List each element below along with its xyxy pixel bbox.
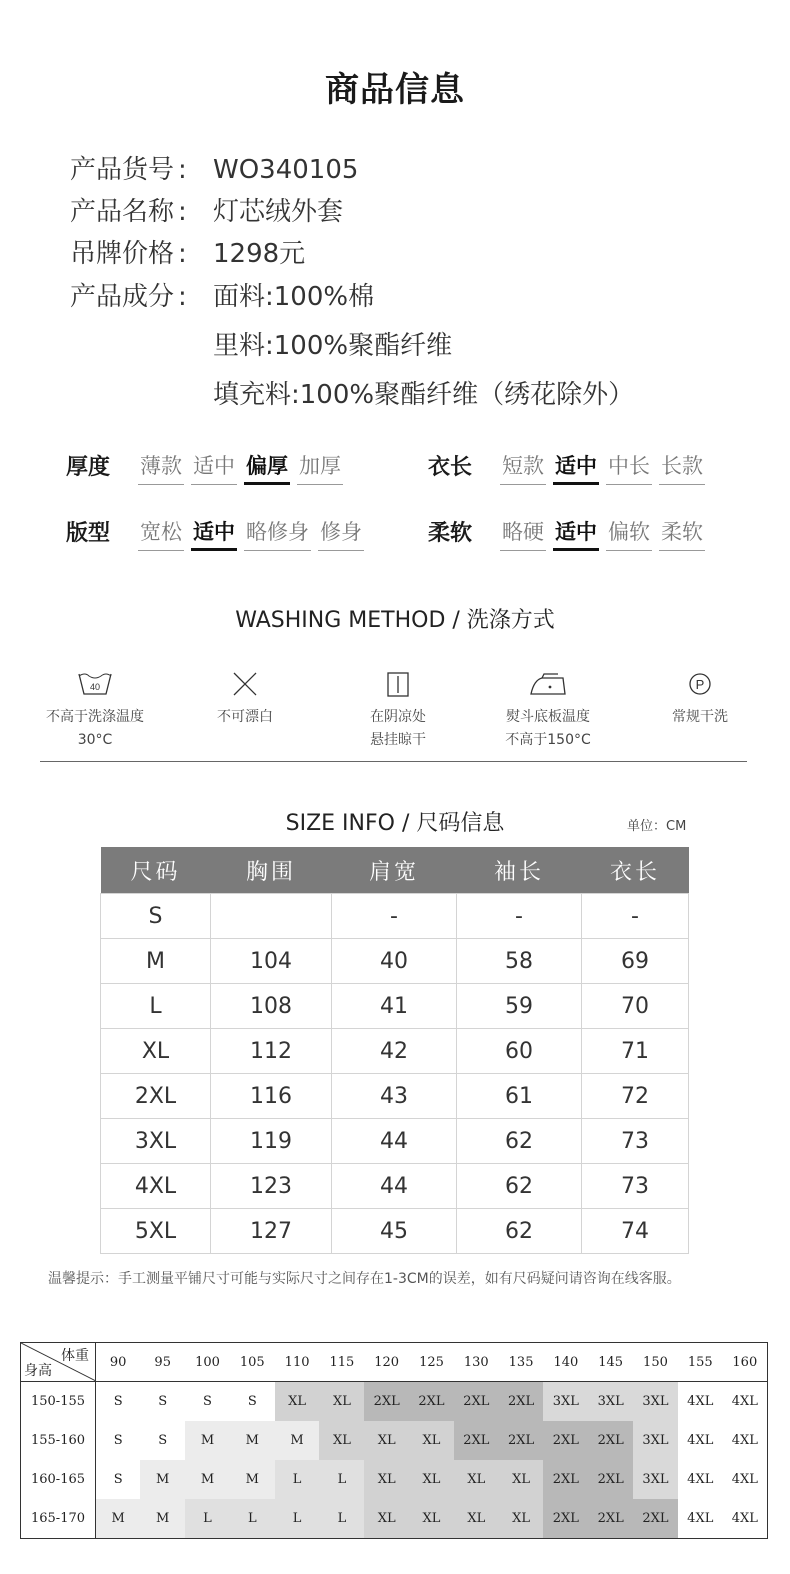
sku-value: WO340105 xyxy=(213,155,359,185)
washing-title: WASHING METHOD / 洗涤方式 xyxy=(235,608,555,633)
fit-size-cell: L xyxy=(319,1460,364,1499)
fit-size-cell: 2XL xyxy=(364,1382,409,1422)
fit-size-cell: 2XL xyxy=(543,1460,588,1499)
size-cell-value: 72 xyxy=(582,1074,689,1119)
fit-size-cell: 3XL xyxy=(543,1382,588,1422)
fit-size-cell: XL xyxy=(409,1421,454,1460)
fit-chart xyxy=(20,1342,768,1539)
size-cell-value: 43 xyxy=(332,1074,457,1119)
option-regular-selected: 适中 xyxy=(553,450,599,485)
dry-clean-p-icon xyxy=(680,668,720,700)
fit-size-cell: 4XL xyxy=(678,1421,723,1460)
fit-size-cell: XL xyxy=(319,1421,364,1460)
wash-item-hang-dry xyxy=(318,668,478,752)
size-cell-label: M xyxy=(101,939,211,984)
fit-size-cell: 4XL xyxy=(678,1499,723,1539)
size-cell-value: 60 xyxy=(457,1029,582,1074)
price-label: 吊牌价格 xyxy=(70,239,175,269)
size-cell-value: 59 xyxy=(457,984,582,1029)
fit-weight-header: 100 xyxy=(185,1343,230,1382)
size-row xyxy=(101,1074,689,1119)
fit-row xyxy=(21,1421,768,1460)
size-row xyxy=(101,1119,689,1164)
option-thickish-selected: 偏厚 xyxy=(244,450,290,485)
fit-size-cell: M xyxy=(185,1421,230,1460)
name-value: 灯芯绒外套 xyxy=(213,197,344,227)
attr-fit xyxy=(66,516,386,550)
fit-size-cell: 3XL xyxy=(633,1421,678,1460)
size-table-header xyxy=(101,847,689,894)
fit-size-cell: 3XL xyxy=(633,1460,678,1499)
fit-size-cell: L xyxy=(275,1460,320,1499)
fit-weight-header: 125 xyxy=(409,1343,454,1382)
attr-fit-name: 版型 xyxy=(66,521,111,546)
fit-weight-header: 150 xyxy=(633,1343,678,1382)
fit-size-cell: XL xyxy=(275,1382,320,1422)
fit-size-cell: S xyxy=(140,1382,185,1422)
option-regular-fit-selected: 适中 xyxy=(191,516,237,551)
fit-weight-header: 140 xyxy=(543,1343,588,1382)
wash-item-temperature-line2: 30°C xyxy=(77,732,113,748)
size-cell-value: 116 xyxy=(211,1074,332,1119)
wash-item-iron-line2: 不高于150°C xyxy=(505,732,591,748)
fit-size-cell: 2XL xyxy=(499,1421,544,1460)
size-cell-value: 127 xyxy=(211,1209,332,1254)
wash-item-hang-dry-line2: 悬挂晾干 xyxy=(370,732,426,748)
option-long: 长款 xyxy=(659,450,705,485)
page-title: 商品信息 xyxy=(325,70,465,110)
dry-clean-letter: P xyxy=(695,677,705,692)
option-slim: 修身 xyxy=(318,516,364,551)
attr-softness xyxy=(428,516,748,550)
sku-label: 产品货号 xyxy=(70,155,175,185)
fit-size-cell: XL xyxy=(319,1382,364,1422)
fit-size-cell: L xyxy=(319,1499,364,1539)
fit-size-cell: M xyxy=(230,1421,275,1460)
composition-shell: 面料:100%棉 xyxy=(213,282,375,312)
size-cell-value: 62 xyxy=(457,1164,582,1209)
attr-thickness-options xyxy=(138,450,350,485)
fit-size-cell: M xyxy=(230,1460,275,1499)
size-cell-value: 73 xyxy=(582,1164,689,1209)
size-cell-value xyxy=(211,894,332,939)
fit-size-cell: S xyxy=(96,1421,141,1460)
attr-thickness-name: 厚度 xyxy=(66,455,111,480)
fit-size-cell: 2XL xyxy=(588,1421,633,1460)
composition-lining: 里料:100%聚酯纤维 xyxy=(213,331,453,361)
fit-row xyxy=(21,1499,768,1539)
iron-icon xyxy=(528,668,568,700)
fit-size-cell: 3XL xyxy=(588,1382,633,1422)
fit-size-cell: 4XL xyxy=(723,1382,768,1422)
size-info-title: SIZE INFO / 尺码信息 xyxy=(285,811,505,836)
fit-size-cell: M xyxy=(140,1460,185,1499)
fit-size-cell: S xyxy=(230,1382,275,1422)
size-unit: 单位：CM xyxy=(627,819,687,834)
size-cell-value: 70 xyxy=(582,984,689,1029)
fit-size-cell: S xyxy=(185,1382,230,1422)
size-header-chest: 胸围 xyxy=(211,847,332,894)
size-cell-label: L xyxy=(101,984,211,1029)
size-cell-value: 58 xyxy=(457,939,582,984)
size-cell-value: 62 xyxy=(457,1119,582,1164)
fit-size-cell: 2XL xyxy=(454,1421,499,1460)
size-header-length: 衣长 xyxy=(582,847,689,894)
composition-filling: 填充料:100%聚酯纤维（绣花除外） xyxy=(213,380,635,410)
attr-length-options xyxy=(500,450,712,485)
option-loose: 宽松 xyxy=(138,516,184,551)
size-cell-value: 45 xyxy=(332,1209,457,1254)
fit-size-cell: XL xyxy=(409,1460,454,1499)
fit-size-cell: 2XL xyxy=(543,1499,588,1539)
size-cell-value: - xyxy=(457,894,582,939)
composition-colon: : xyxy=(178,282,187,312)
attr-softness-options xyxy=(500,516,712,551)
wash-tub-40-icon xyxy=(75,668,115,700)
washing-icons xyxy=(0,668,790,758)
size-cell-value: 108 xyxy=(211,984,332,1029)
size-cell-value: - xyxy=(332,894,457,939)
fit-size-cell: 2XL xyxy=(409,1382,454,1422)
fit-height-label: 165-170 xyxy=(21,1499,96,1539)
fit-size-cell: L xyxy=(275,1499,320,1539)
size-cell-label: XL xyxy=(101,1029,211,1074)
fit-size-cell: XL xyxy=(364,1460,409,1499)
wash-item-iron xyxy=(468,668,628,752)
fit-height-label: 155-160 xyxy=(21,1421,96,1460)
price-value: 1298元 xyxy=(213,239,306,269)
option-semi-slim: 略修身 xyxy=(244,516,311,551)
option-moderate-selected: 适中 xyxy=(553,516,599,551)
corner-height-label: 身高 xyxy=(24,1363,52,1379)
fit-size-cell: 4XL xyxy=(678,1460,723,1499)
sku-colon: : xyxy=(178,155,187,185)
fit-chart-header xyxy=(21,1343,768,1382)
size-row xyxy=(101,1209,689,1254)
fit-weight-header: 135 xyxy=(499,1343,544,1382)
size-cell-label: 3XL xyxy=(101,1119,211,1164)
wash-tub-temp-text: 40 xyxy=(89,682,101,692)
size-cell-label: S xyxy=(101,894,211,939)
wash-item-no-bleach xyxy=(165,668,325,729)
attr-length-name: 衣长 xyxy=(428,455,473,480)
fit-weight-header: 115 xyxy=(319,1343,364,1382)
no-bleach-icon xyxy=(225,668,265,700)
wash-item-dry-clean-line1: 常规干洗 xyxy=(672,709,728,725)
wash-item-hang-dry-line1: 在阴凉处 xyxy=(370,709,426,725)
fit-size-cell: M xyxy=(96,1499,141,1539)
wash-item-no-bleach-line1: 不可漂白 xyxy=(217,709,273,725)
size-cell-value: 62 xyxy=(457,1209,582,1254)
size-cell-value: - xyxy=(582,894,689,939)
size-cell-value: 42 xyxy=(332,1029,457,1074)
fit-size-cell: XL xyxy=(364,1499,409,1539)
fit-row xyxy=(21,1382,768,1422)
size-cell-value: 119 xyxy=(211,1119,332,1164)
fit-size-cell: XL xyxy=(454,1460,499,1499)
fit-size-cell: M xyxy=(185,1460,230,1499)
fit-size-cell: 2XL xyxy=(499,1382,544,1422)
wash-item-temperature-line1: 不高于洗涤温度 xyxy=(46,709,144,725)
name-label: 产品名称 xyxy=(70,197,175,227)
size-row xyxy=(101,894,689,939)
fit-weight-header: 95 xyxy=(140,1343,185,1382)
attr-fit-options xyxy=(138,516,371,551)
attr-length xyxy=(428,450,748,484)
hang-dry-icon xyxy=(378,668,418,700)
fit-size-cell: 2XL xyxy=(588,1460,633,1499)
fit-weight-header: 110 xyxy=(275,1343,320,1382)
option-softish: 偏软 xyxy=(606,516,652,551)
size-cell-label: 4XL xyxy=(101,1164,211,1209)
size-cell-value: 71 xyxy=(582,1029,689,1074)
size-cell-value: 104 xyxy=(211,939,332,984)
fit-size-cell: 4XL xyxy=(723,1499,768,1539)
fit-size-cell: 2XL xyxy=(454,1382,499,1422)
fit-size-cell: XL xyxy=(454,1499,499,1539)
fit-weight-header: 130 xyxy=(454,1343,499,1382)
fit-size-cell: L xyxy=(185,1499,230,1539)
fit-size-cell: 4XL xyxy=(723,1421,768,1460)
size-row xyxy=(101,939,689,984)
fit-size-cell: 4XL xyxy=(723,1460,768,1499)
size-cell-label: 2XL xyxy=(101,1074,211,1119)
size-cell-value: 44 xyxy=(332,1164,457,1209)
price-colon: : xyxy=(178,239,187,269)
option-mid-long: 中长 xyxy=(606,450,652,485)
attr-thickness xyxy=(66,450,386,484)
size-cell-value: 61 xyxy=(457,1074,582,1119)
option-soft: 柔软 xyxy=(659,516,705,551)
wash-item-iron-line1: 熨斗底板温度 xyxy=(506,709,590,725)
name-colon: : xyxy=(178,197,187,227)
option-stiff: 略硬 xyxy=(500,516,546,551)
size-table xyxy=(100,847,689,1254)
size-row xyxy=(101,1029,689,1074)
size-row xyxy=(101,1164,689,1209)
corner-weight-label: 体重 xyxy=(61,1348,89,1364)
option-thin: 薄款 xyxy=(138,450,184,485)
wash-item-dry-clean xyxy=(620,668,780,729)
fit-size-cell: XL xyxy=(499,1499,544,1539)
fit-size-cell: 4XL xyxy=(678,1382,723,1422)
size-cell-value: 40 xyxy=(332,939,457,984)
wash-item-temperature xyxy=(15,668,175,752)
fit-weight-header: 160 xyxy=(723,1343,768,1382)
fit-weight-header: 155 xyxy=(678,1343,723,1382)
size-header-shoulder: 肩宽 xyxy=(332,847,457,894)
fit-size-cell: 2XL xyxy=(543,1421,588,1460)
fit-size-cell: 2XL xyxy=(588,1499,633,1539)
fit-weight-header: 120 xyxy=(364,1343,409,1382)
size-row xyxy=(101,984,689,1029)
fit-size-cell: 3XL xyxy=(633,1382,678,1422)
fit-size-cell: M xyxy=(140,1499,185,1539)
fit-size-cell: XL xyxy=(409,1499,454,1539)
fit-size-cell: L xyxy=(230,1499,275,1539)
fit-row xyxy=(21,1460,768,1499)
fit-size-cell: S xyxy=(140,1421,185,1460)
size-cell-value: 44 xyxy=(332,1119,457,1164)
size-header-sleeve: 袖长 xyxy=(457,847,582,894)
size-cell-label: 5XL xyxy=(101,1209,211,1254)
fit-size-cell: XL xyxy=(499,1460,544,1499)
fit-weight-header: 105 xyxy=(230,1343,275,1382)
size-cell-value: 73 xyxy=(582,1119,689,1164)
size-cell-value: 41 xyxy=(332,984,457,1029)
attr-softness-name: 柔软 xyxy=(428,521,473,546)
fit-size-cell: S xyxy=(96,1382,141,1422)
size-cell-value: 112 xyxy=(211,1029,332,1074)
measurement-tip: 温馨提示：手工测量平铺尺寸可能与实际尺寸之间存在1-3CM的误差，如有尺码疑问请咨询在线客服。 xyxy=(48,1271,681,1287)
fit-size-cell: XL xyxy=(364,1421,409,1460)
fit-height-label: 150-155 xyxy=(21,1382,96,1422)
size-cell-value: 123 xyxy=(211,1164,332,1209)
option-thick: 加厚 xyxy=(297,450,343,485)
fit-size-cell: 2XL xyxy=(633,1499,678,1539)
size-cell-value: 74 xyxy=(582,1209,689,1254)
composition-label: 产品成分 xyxy=(70,282,175,312)
fit-weight-header: 90 xyxy=(96,1343,141,1382)
option-short: 短款 xyxy=(500,450,546,485)
fit-weight-header: 145 xyxy=(588,1343,633,1382)
fit-chart-corner xyxy=(21,1343,96,1382)
fit-size-cell: M xyxy=(275,1421,320,1460)
fit-size-cell: S xyxy=(96,1460,141,1499)
fit-height-label: 160-165 xyxy=(21,1460,96,1499)
option-medium: 适中 xyxy=(191,450,237,485)
size-cell-value: 69 xyxy=(582,939,689,984)
washing-divider xyxy=(40,761,747,762)
size-header-size: 尺码 xyxy=(101,847,211,894)
